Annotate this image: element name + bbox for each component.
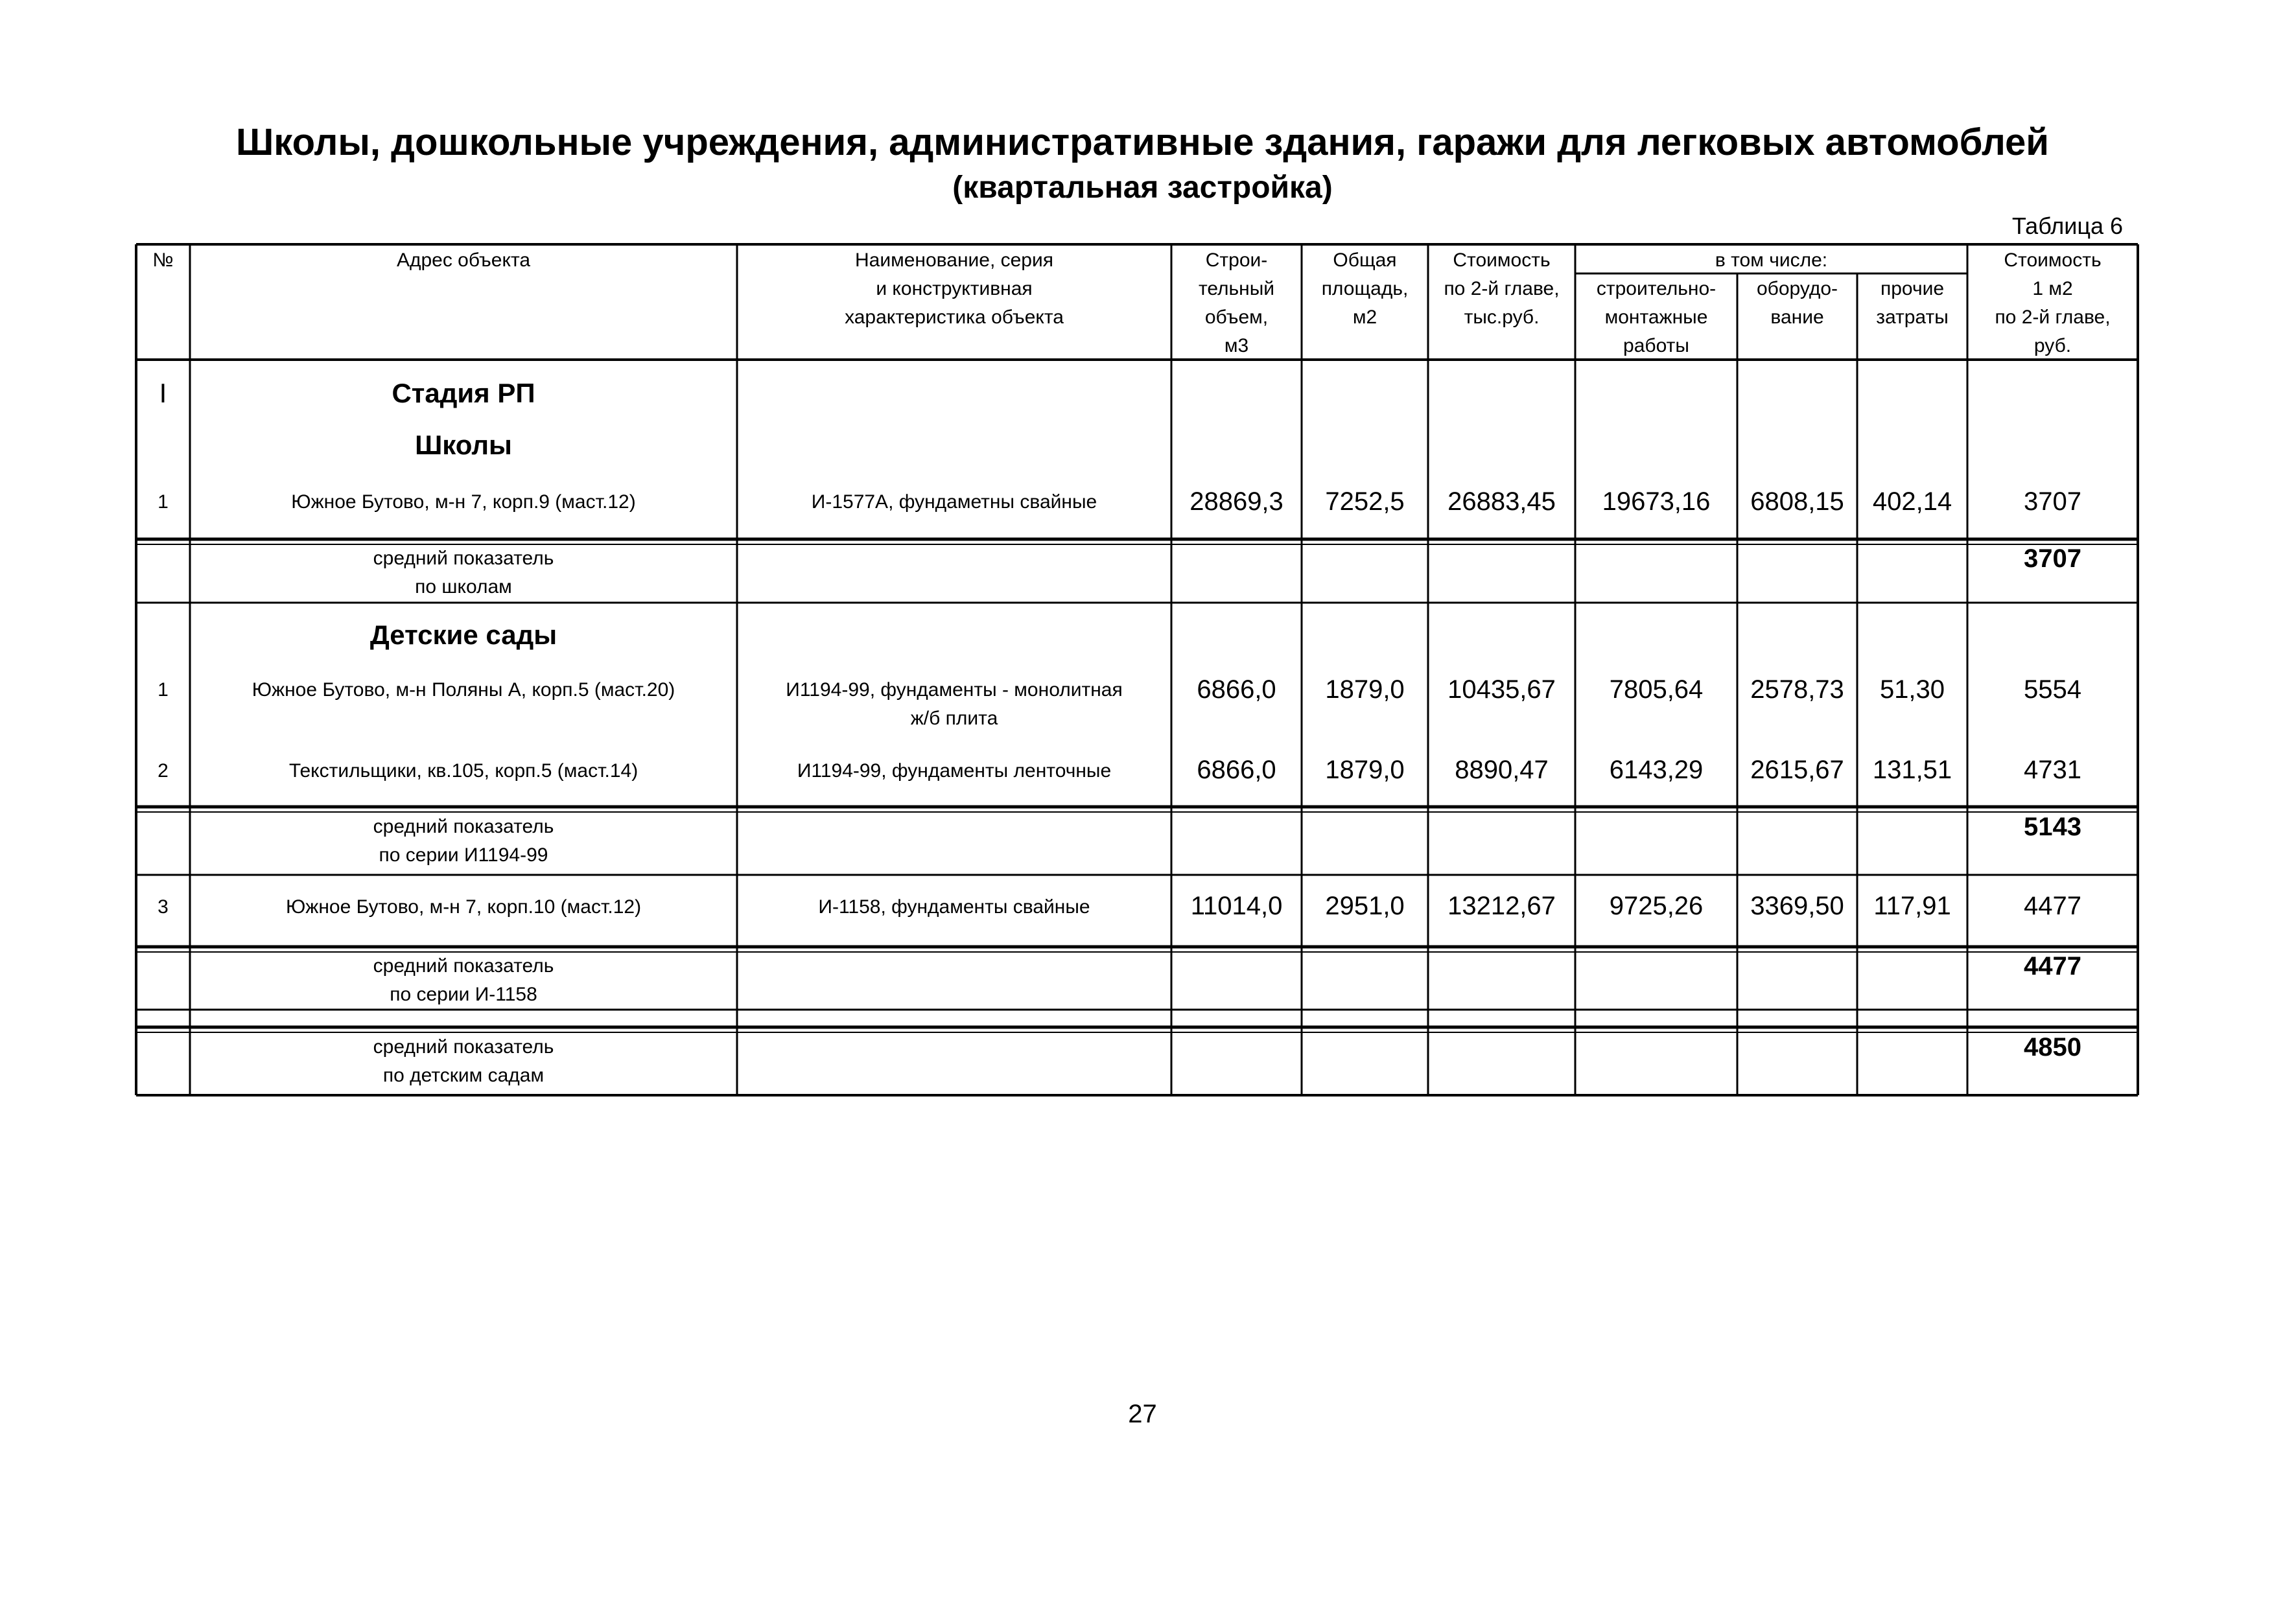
avg-series2-label: средний показатель по серии И-1158 bbox=[373, 955, 554, 1005]
row-other: 117,91 bbox=[1873, 892, 1951, 920]
row-address: Южное Бутово, м-н Поляны А, корп.5 (маст.20) bbox=[252, 679, 675, 701]
avg-series2-value: 4477 bbox=[2024, 952, 2081, 980]
row-area: 7252,5 bbox=[1325, 487, 1405, 516]
row-name: И-1577А, фундаметны свайные bbox=[811, 491, 1097, 513]
page-number: 27 bbox=[1128, 1400, 1157, 1428]
header-equipment: оборудо- вание bbox=[1756, 278, 1838, 328]
row-area: 1879,0 bbox=[1325, 756, 1405, 784]
row-num: 2 bbox=[158, 760, 169, 782]
row-volume: 11014,0 bbox=[1190, 892, 1283, 920]
document-title: Школы, дошкольные учреждения, административные здания, гаражи для легковых автомоблей bbox=[236, 121, 2049, 163]
row-name: И1194-99, фундаменты ленточные bbox=[797, 760, 1112, 782]
row-num: 3 bbox=[158, 896, 169, 918]
section-schools: Школы bbox=[415, 430, 512, 460]
row-smr: 6143,29 bbox=[1609, 756, 1704, 784]
row-area: 1879,0 bbox=[1325, 675, 1405, 704]
row-smr: 9725,26 bbox=[1609, 892, 1704, 920]
header-cost: Стоимость по 2-й главе, тыс.руб. bbox=[1444, 249, 1560, 328]
row-volume: 6866,0 bbox=[1197, 675, 1276, 704]
row-volume: 6866,0 bbox=[1197, 756, 1276, 784]
row-cost-m2: 5554 bbox=[2024, 675, 2081, 704]
row-cost: 13212,67 bbox=[1447, 892, 1556, 920]
header-volume: Строи- тельный объем, м3 bbox=[1198, 249, 1275, 356]
header-num: № bbox=[152, 249, 174, 271]
row-cost-m2: 4477 bbox=[2024, 892, 2081, 920]
header-address: Адрес объекта bbox=[396, 249, 531, 271]
row-other: 51,30 bbox=[1879, 675, 1945, 704]
avg-kindergartens-label: средний показатель по детским садам bbox=[373, 1036, 554, 1086]
header-other: прочие затраты bbox=[1876, 278, 1949, 328]
avg-series1-label: средний показатель по серии И1194-99 bbox=[373, 816, 554, 866]
row-cost-m2: 4731 bbox=[2024, 756, 2081, 784]
row-equipment: 3369,50 bbox=[1750, 892, 1844, 920]
stage-label: Стадия РП bbox=[392, 378, 535, 408]
header-smr: строительно- монтажные работы bbox=[1596, 278, 1717, 356]
avg-kindergartens-value: 4850 bbox=[2024, 1033, 2081, 1061]
stage-num: I bbox=[159, 378, 167, 408]
table-label: Таблица 6 bbox=[2011, 213, 2123, 239]
row-equipment: 6808,15 bbox=[1750, 487, 1844, 516]
row-num: 1 bbox=[158, 679, 169, 701]
row-cost-m2: 3707 bbox=[2024, 487, 2081, 516]
row-smr: 19673,16 bbox=[1602, 487, 1711, 516]
row-area: 2951,0 bbox=[1325, 892, 1405, 920]
row-address: Южное Бутово, м-н 7, корп.9 (маст.12) bbox=[291, 491, 636, 513]
row-volume: 28869,3 bbox=[1189, 487, 1283, 516]
avg-series1-value: 5143 bbox=[2024, 813, 2081, 841]
row-address: Текстильщики, кв.105, корп.5 (маст.14) bbox=[288, 760, 639, 782]
row-equipment: 2578,73 bbox=[1750, 675, 1844, 704]
row-other: 131,51 bbox=[1872, 756, 1952, 784]
avg-schools-label: средний показатель по школам bbox=[373, 548, 554, 597]
row-smr: 7805,64 bbox=[1609, 675, 1704, 704]
row-name: И1194-99, фундаменты - монолитная ж/б плита bbox=[786, 679, 1123, 729]
avg-schools-value: 3707 bbox=[2024, 544, 2081, 573]
row-equipment: 2615,67 bbox=[1750, 756, 1844, 784]
row-other: 402,14 bbox=[1872, 487, 1952, 516]
header-cost-m2: Стоимость 1 м2 по 2-й главе, руб. bbox=[1995, 249, 2111, 356]
header-area: Общая площадь, м2 bbox=[1321, 249, 1409, 328]
document-subtitle: (квартальная застройка) bbox=[952, 170, 1333, 205]
header-including: в том числе: bbox=[1715, 249, 1828, 271]
header-name: Наименование, серия и конструктивная характеристика объекта bbox=[845, 249, 1064, 328]
row-num: 1 bbox=[158, 491, 169, 513]
row-cost: 26883,45 bbox=[1447, 487, 1556, 516]
row-cost: 8890,47 bbox=[1455, 756, 1549, 784]
row-name: И-1158, фундаменты свайные bbox=[818, 896, 1090, 918]
row-cost: 10435,67 bbox=[1447, 675, 1556, 704]
section-kindergartens: Детские сады bbox=[369, 620, 557, 650]
row-address: Южное Бутово, м-н 7, корп.10 (маст.12) bbox=[285, 896, 642, 918]
